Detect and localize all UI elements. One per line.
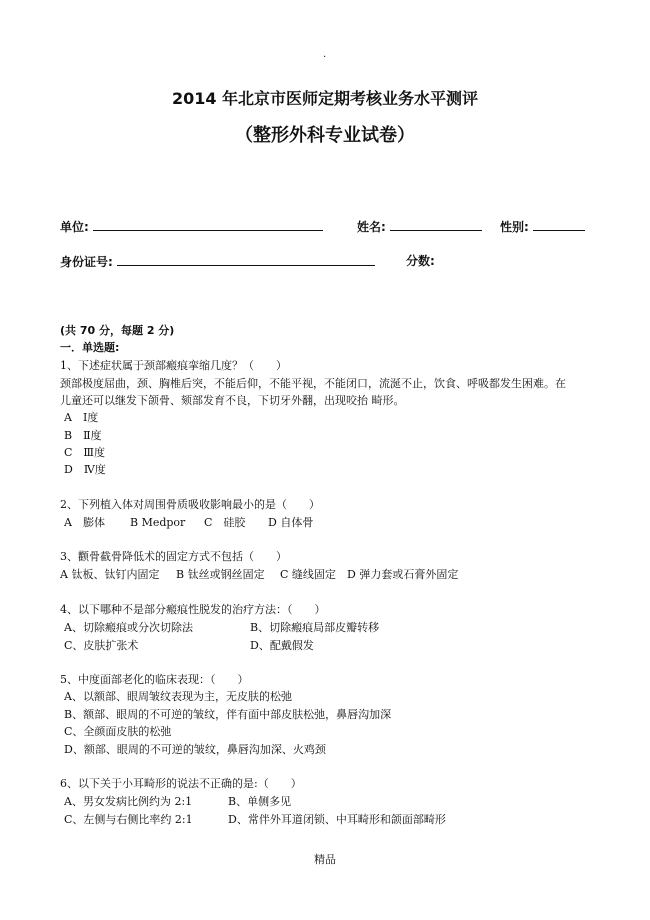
question-5-option-d[interactable]: D、额部、眼周的不可逆的皱纹，鼻唇沟加深、火鸡颈 (64, 743, 326, 756)
exam-title: 2014 年北京市医师定期考核业务水平测评 (171, 89, 479, 108)
question-1-option-c[interactable]: C Ⅲ度 (64, 446, 106, 459)
question-6-option-c[interactable]: C、左侧与右侧比率约 2:1 (64, 813, 193, 826)
page-footer: 精品 (314, 853, 336, 866)
question-6-option-d[interactable]: D、常伴外耳道闭锁、中耳畸形和颌面部畸形 (228, 813, 446, 826)
question-3-option-c[interactable]: C 缝线固定 (280, 568, 336, 581)
question-2-option-d[interactable]: D 自体骨 (268, 516, 314, 529)
question-6-option-a[interactable]: A、男女发病比例约为 2:1 (64, 795, 193, 808)
question-2-stem: 2、下列植入体对周围骨质吸收影响最小的是（ ） (60, 498, 320, 511)
instructions: (共 70 分，每题 2 分) (60, 324, 175, 337)
question-6-stem: 6、以下关于小耳畸形的说法不正确的是:（ ） (60, 777, 302, 790)
gender-input-line[interactable] (533, 219, 585, 231)
id-label: 身份证号: (60, 255, 113, 269)
gender-label: 性别: (500, 220, 529, 234)
name-field (357, 219, 482, 234)
question-4-option-b[interactable]: B、切除瘢痕局部皮瓣转移 (250, 621, 380, 634)
gender-field (500, 219, 585, 234)
question-1-desc-line-2: 儿童还可以继发下颌骨、颏部发育不良，下切牙外翻，出现咬抬 畸形。 (60, 394, 405, 407)
top-mark: . (323, 49, 327, 60)
section-title: 一．单选题: (60, 341, 120, 354)
question-3-option-d[interactable]: D 弹力套或石膏外固定 (347, 568, 459, 581)
question-5-option-c[interactable]: C、全颜面皮肤的松弛 (64, 725, 172, 738)
score-label: 分数: (406, 254, 435, 268)
exam-subtitle: （整形外科专业试卷） (235, 125, 415, 146)
question-3-option-a[interactable]: A 钛板、钛钉内固定 (60, 568, 160, 581)
question-1-option-a[interactable]: A Ⅰ度 (64, 411, 99, 424)
question-2-option-a[interactable]: A 膨体 (64, 516, 105, 529)
question-5-stem: 5、中度面部老化的临床表现：（ ） (60, 673, 249, 686)
question-4-option-a[interactable]: A、切除瘢痕或分次切除法 (64, 621, 193, 634)
question-4-stem: 4、以下哪种不是部分瘢痕性脱发的治疗方法：（ ） (60, 603, 326, 616)
unit-input-line[interactable] (93, 219, 323, 231)
question-4-option-c[interactable]: C、皮肤扩张术 (64, 639, 139, 652)
unit-field (60, 219, 323, 234)
question-1-option-b[interactable]: B Ⅱ度 (64, 429, 102, 442)
question-3-option-b[interactable]: B 钛丝或钢丝固定 (176, 568, 265, 581)
id-field (60, 254, 375, 269)
question-2-option-b[interactable]: B Medpor (130, 516, 186, 529)
id-input-line[interactable] (117, 254, 375, 266)
question-5-option-b[interactable]: B、额部、眼周的不可逆的皱纹，伴有面中部皮肤松弛，鼻唇沟加深 (64, 708, 392, 721)
question-1-desc-line-1: 颈部极度屈曲，颈、胸椎后突，不能后仰，不能平视，不能闭口，流涎不止，饮食、呼吸都发生困难。在 (60, 377, 566, 390)
question-1-stem: 1、下述症状属于颈部瘢痕挛缩几度？（ ） (60, 359, 287, 372)
question-3-stem: 3、颧骨截骨降低术的固定方式不包括（ ） (60, 550, 287, 563)
score-field (406, 254, 435, 268)
question-1-option-d[interactable]: D Ⅳ度 (64, 463, 106, 476)
question-2-option-c[interactable]: C 硅胶 (204, 516, 246, 529)
question-4-option-d[interactable]: D、配戴假发 (250, 639, 314, 652)
unit-label: 单位: (60, 220, 89, 234)
name-input-line[interactable] (390, 219, 482, 231)
question-5-option-a[interactable]: A、以额部、眼周皱纹表现为主，无皮肤的松弛 (64, 690, 292, 703)
question-6-option-b[interactable]: B、单侧多见 (228, 795, 292, 808)
name-label: 姓名: (357, 220, 386, 234)
